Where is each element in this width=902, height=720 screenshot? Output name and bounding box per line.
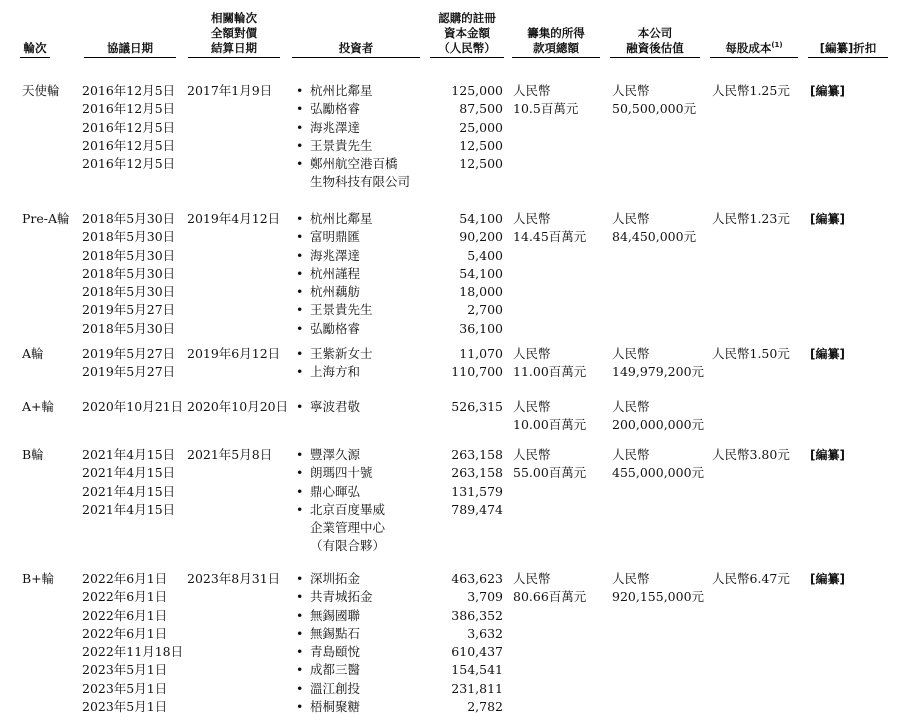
header-discount: [編纂]折扣 (808, 41, 888, 58)
bullet-icon: • (296, 399, 304, 414)
header-valuation: 本公司 融資後估值 (610, 26, 700, 58)
investor-list (296, 82, 410, 192)
proceeds (513, 210, 586, 247)
investor-name: 弘勵格睿 (310, 101, 361, 117)
settlement-date: 2020年10月20日 (187, 399, 289, 414)
bullet-icon: • (296, 501, 304, 517)
investor-name: 企業管理中心 (310, 520, 386, 536)
discount: [編纂] (810, 347, 845, 361)
capital-amount: 386,352 (451, 607, 503, 623)
investor-name: 王紫新女士 (310, 346, 373, 361)
proceeds-line: 人民幣 (513, 211, 551, 226)
header-cost: 每股成本$^{(1)}$ (710, 41, 798, 58)
proceeds-line: 14.45百萬元 (513, 229, 587, 245)
agreement-date: 2019年5月27日 (82, 346, 176, 361)
valuation-line: 84,450,000元 (612, 229, 697, 245)
investor-item (296, 100, 410, 118)
valuation (612, 446, 704, 483)
bullet-icon: • (296, 211, 304, 226)
investor-name: 鄭州航空港百橋 (310, 156, 398, 172)
investor-name: 寧波君敬 (310, 399, 361, 414)
investor-item (296, 607, 373, 625)
investor-item (296, 661, 373, 679)
capital-amounts (440, 82, 503, 192)
settlement-date: 2023年8月31日 (187, 571, 281, 586)
investor-item (296, 464, 385, 482)
bullet-icon: • (296, 247, 304, 263)
bullet-icon: • (296, 346, 304, 361)
capital-amount: 5,400 (467, 247, 503, 263)
cost-per-share: 人民幣1.23元 (712, 211, 790, 226)
capital-amount: 11,070 (459, 346, 503, 361)
bullet-icon: • (296, 662, 304, 678)
capital-amount: 12,500 (459, 137, 503, 153)
investor-name: 深圳拓金 (310, 571, 361, 586)
header-capital: 認購的註冊 資本金額 （人民幣） (430, 11, 504, 58)
investor-item (296, 570, 373, 588)
investor-name: 溫江創投 (310, 680, 361, 696)
agreement-date: 2023年5月1日 (82, 680, 168, 696)
investor-name: 北京百度畢威 (310, 501, 386, 517)
agreement-date: 2019年5月27日 (82, 364, 176, 380)
investor-name: 王景貴先生 (310, 302, 373, 318)
capital-amount: 2,700 (467, 302, 503, 318)
round-name: B輪 (22, 447, 44, 462)
bullet-icon: • (296, 320, 304, 336)
capital-amount: 12,500 (459, 156, 503, 172)
valuation-line: 人民幣 (612, 571, 650, 586)
agreement-date: 2021年4月15日 (82, 483, 176, 499)
agreement-date: 2022年6月1日 (82, 571, 168, 586)
investor-item (296, 301, 373, 319)
bullet-icon: • (296, 680, 304, 696)
agreement-date: 2016年12月5日 (82, 119, 176, 135)
investor-name: 杭州比鄰星 (310, 83, 373, 98)
agreement-date: 2022年6月1日 (82, 625, 168, 641)
investor-name: 弘勵格睿 (310, 320, 361, 336)
investor-name: 生物科技有限公司 (310, 174, 411, 190)
investor-item (296, 643, 373, 661)
investor-item (296, 363, 373, 381)
proceeds-line: 11.00百萬元 (513, 364, 587, 380)
investor-item (296, 398, 360, 416)
capital-amount: 54,100 (459, 211, 503, 226)
agreement-date: 2023年5月1日 (82, 699, 168, 715)
valuation-line: 人民幣 (612, 211, 650, 226)
investor-name: （有限合夥） (310, 538, 386, 554)
agreement-dates (82, 398, 183, 416)
settlement-date: 2021年5月8日 (187, 447, 273, 462)
agreement-date: 2022年6月1日 (82, 589, 168, 605)
agreement-date: 2023年5月1日 (82, 662, 168, 678)
agreement-dates (82, 446, 175, 519)
agreement-date: 2021年4月15日 (82, 447, 176, 462)
cost-per-share: 人民幣6.47元 (712, 571, 790, 586)
discount: [編纂] (810, 448, 845, 462)
bullet-icon: • (296, 625, 304, 641)
bullet-icon: • (296, 302, 304, 318)
investor-item (296, 698, 373, 716)
investor-name: 成都三醫 (310, 662, 361, 678)
investor-list (296, 210, 373, 338)
bullet-icon: • (296, 119, 304, 135)
capital-amounts (440, 570, 503, 716)
proceeds (513, 82, 578, 119)
agreement-date: 2020年10月21日 (82, 399, 184, 414)
investor-item (296, 501, 385, 556)
investor-item (296, 155, 410, 192)
agreement-date: 2018年5月30日 (82, 284, 176, 300)
proceeds-line: 人民幣 (513, 399, 551, 414)
agreement-date: 2021年4月15日 (82, 501, 176, 517)
agreement-dates (82, 570, 183, 716)
investor-name: 杭州藕舫 (310, 284, 361, 300)
proceeds-line: 人民幣 (513, 83, 551, 98)
investor-name: 海兆澤達 (310, 247, 361, 263)
capital-amount: 131,579 (451, 483, 503, 499)
agreement-date: 2019年5月27日 (82, 302, 176, 318)
agreement-date: 2016年12月5日 (82, 156, 176, 172)
capital-amount: 2,782 (467, 699, 503, 715)
table-header (0, 0, 902, 62)
header-agreement-date: 協議日期 (84, 41, 176, 58)
valuation-line: 200,000,000元 (612, 417, 705, 433)
bullet-icon: • (296, 465, 304, 481)
capital-amount: 87,500 (459, 101, 503, 117)
bullet-icon: • (296, 156, 304, 172)
agreement-date: 2018年5月30日 (82, 320, 176, 336)
bullet-icon: • (296, 571, 304, 586)
investor-name: 富明鼎匯 (310, 229, 361, 245)
capital-amount: 90,200 (459, 229, 503, 245)
cost-per-share: 人民幣1.50元 (712, 346, 790, 361)
agreement-dates (82, 82, 175, 173)
agreement-dates (82, 210, 175, 338)
cost-per-share: 人民幣1.25元 (712, 83, 790, 98)
round-name: Pre-A輪 (22, 211, 70, 226)
investor-list (296, 446, 385, 556)
investor-name: 朗瑪四十號 (310, 465, 373, 481)
discount: [編纂] (810, 84, 845, 98)
investor-item (296, 680, 373, 698)
investor-name: 王景貴先生 (310, 137, 373, 153)
investor-list (296, 345, 373, 382)
capital-amount: 3,632 (467, 625, 503, 641)
cost-footnote-mark: (1) (771, 41, 783, 50)
round-name: B+輪 (22, 571, 55, 586)
investor-name: 鼎心暉弘 (310, 483, 361, 499)
investor-item (296, 228, 373, 246)
proceeds (513, 398, 586, 435)
valuation-line: 人民幣 (612, 83, 650, 98)
proceeds (513, 345, 586, 382)
valuation (612, 210, 696, 247)
agreement-date: 2016年12月5日 (82, 83, 176, 98)
capital-amount: 789,474 (451, 501, 503, 517)
investor-item (296, 588, 373, 606)
capital-amount: 526,315 (451, 399, 503, 414)
capital-amount: 25,000 (459, 119, 503, 135)
valuation-line: 人民幣 (612, 447, 650, 462)
discount: [編纂] (810, 212, 845, 226)
proceeds (513, 446, 586, 483)
round-name: A輪 (22, 346, 44, 361)
settlement-date: 2019年4月12日 (187, 211, 281, 226)
capital-amount: 54,100 (459, 265, 503, 281)
investor-name: 海兆澤達 (310, 119, 361, 135)
capital-amount: 18,000 (459, 284, 503, 300)
settlement-date: 2019年6月12日 (187, 346, 281, 361)
header-investor: 投資者 (292, 41, 420, 58)
capital-amounts (440, 446, 503, 556)
agreement-dates (82, 345, 175, 382)
investor-item (296, 119, 410, 137)
investor-item (296, 82, 410, 100)
investor-item (296, 446, 385, 464)
investor-name: 梧桐聚糖 (310, 699, 361, 715)
investor-item (296, 483, 385, 501)
round-name: 天使輪 (22, 83, 60, 98)
agreement-date: 2021年4月15日 (82, 465, 176, 481)
investor-name: 上海方和 (310, 364, 361, 380)
settlement-date: 2017年1月9日 (187, 83, 273, 98)
bullet-icon: • (296, 83, 304, 98)
proceeds-line: 80.66百萬元 (513, 589, 587, 605)
capital-amounts (440, 398, 503, 416)
valuation (612, 82, 696, 119)
capital-amount: 610,437 (451, 644, 503, 660)
proceeds-line: 人民幣 (513, 346, 551, 361)
agreement-date: 2018年5月30日 (82, 247, 176, 263)
bullet-icon: • (296, 483, 304, 499)
proceeds-line: 55.00百萬元 (513, 465, 587, 481)
bullet-icon: • (296, 364, 304, 380)
investor-item (296, 625, 373, 643)
header-proceeds: 籌集的所得 款項總額 (512, 26, 600, 58)
investor-item (296, 210, 373, 228)
capital-amounts (440, 345, 503, 382)
capital-amounts (440, 210, 503, 338)
agreement-date: 2018年5月30日 (82, 211, 176, 226)
bullet-icon: • (296, 284, 304, 300)
agreement-date: 2016年12月5日 (82, 101, 176, 117)
capital-amount: 3,709 (467, 589, 503, 605)
capital-amount: 231,811 (451, 680, 503, 696)
investor-list (296, 570, 373, 716)
investor-name: 無錫點石 (310, 625, 361, 641)
investor-name: 共青城拓金 (310, 589, 373, 605)
capital-amount: 463,623 (451, 571, 503, 586)
valuation (612, 570, 704, 607)
bullet-icon: • (296, 644, 304, 660)
bullet-icon: • (296, 265, 304, 281)
cost-per-share: 人民幣3.80元 (712, 447, 790, 462)
valuation (612, 398, 704, 435)
bullet-icon: • (296, 101, 304, 117)
proceeds-line: 人民幣 (513, 447, 551, 462)
agreement-date: 2016年12月5日 (82, 137, 176, 153)
investor-list (296, 398, 360, 416)
valuation-line: 455,000,000元 (612, 465, 705, 481)
agreement-date: 2022年11月18日 (82, 644, 184, 660)
capital-amount: 36,100 (459, 320, 503, 336)
capital-amount: 263,158 (451, 465, 503, 481)
agreement-date: 2018年5月30日 (82, 229, 176, 245)
header-settlement-date: 相關輪次 全額對價 結算日期 (188, 11, 280, 58)
investor-name: 青島頤悅 (310, 644, 361, 660)
investor-item (296, 137, 410, 155)
bullet-icon: • (296, 699, 304, 715)
valuation-line: 50,500,000元 (612, 101, 697, 117)
investor-item (296, 320, 373, 338)
header-round: 輪次 (20, 41, 50, 58)
investor-name: 無錫國聯 (310, 607, 361, 623)
investor-name: 杭州比鄰星 (310, 211, 373, 226)
agreement-date: 2022年6月1日 (82, 607, 168, 623)
investor-item (296, 345, 373, 363)
capital-amount: 110,700 (451, 364, 503, 380)
investor-name: 豐澤久源 (310, 447, 361, 462)
round-name: A+輪 (22, 399, 55, 414)
valuation-line: 人民幣 (612, 399, 650, 414)
bullet-icon: • (296, 229, 304, 245)
bullet-icon: • (296, 137, 304, 153)
valuation-line: 920,155,000元 (612, 589, 705, 605)
investor-name: 杭州謹程 (310, 265, 361, 281)
capital-amount: 263,158 (451, 447, 503, 462)
valuation-line: 149,979,200元 (612, 364, 705, 380)
capital-amount: 154,541 (451, 662, 503, 678)
valuation-line: 人民幣 (612, 346, 650, 361)
proceeds (513, 570, 586, 607)
agreement-date: 2018年5月30日 (82, 265, 176, 281)
bullet-icon: • (296, 447, 304, 462)
investor-item (296, 265, 373, 283)
investor-item (296, 247, 373, 265)
bullet-icon: • (296, 607, 304, 623)
proceeds-line: 人民幣 (513, 571, 551, 586)
proceeds-line: 10.00百萬元 (513, 417, 587, 433)
capital-amount: 125,000 (451, 83, 503, 98)
proceeds-line: 10.5百萬元 (513, 101, 579, 117)
bullet-icon: • (296, 589, 304, 605)
valuation (612, 345, 704, 382)
investor-item (296, 283, 373, 301)
discount: [編纂] (810, 572, 845, 586)
